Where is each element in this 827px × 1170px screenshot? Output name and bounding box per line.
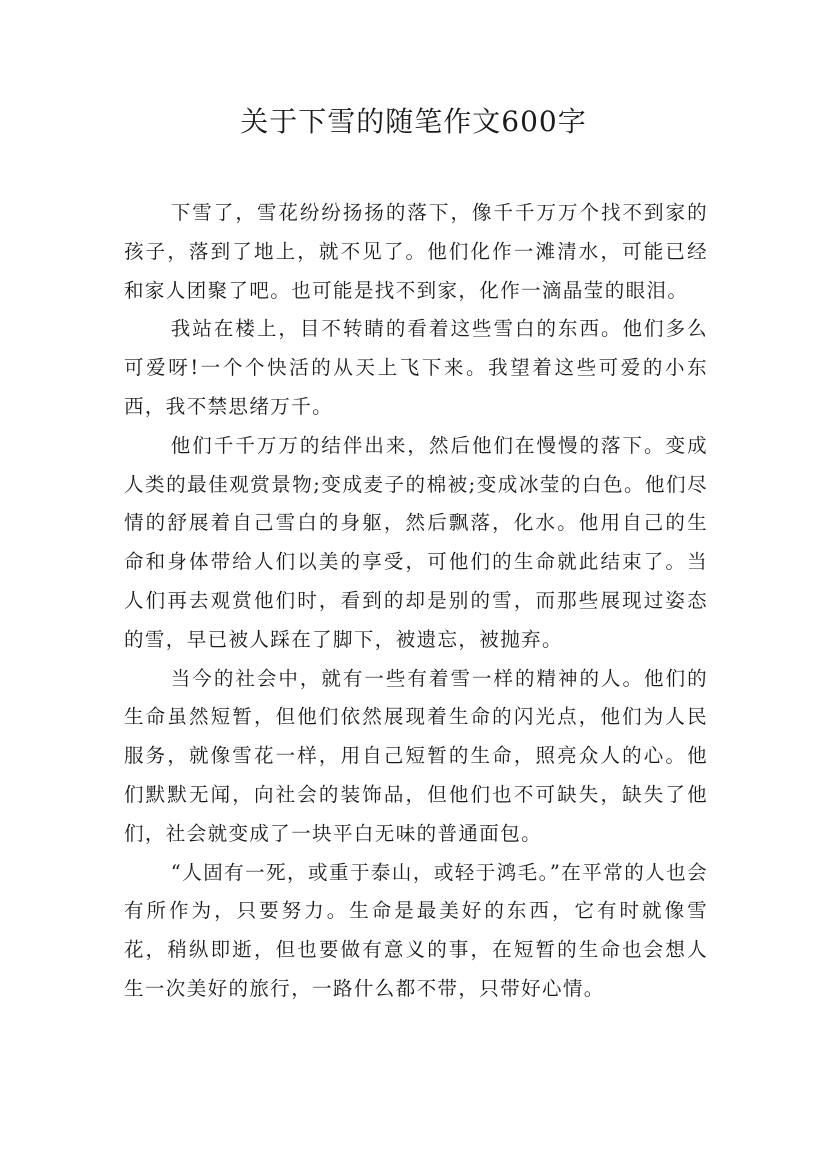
document-title: 关于下雪的随笔作文600字 <box>240 105 587 138</box>
paragraph-3: 他们千千万万的结伴出来，然后他们在慢慢的落下。变成人类的最佳观赏景物;变成麦子的棉被;变成冰莹的白色。他们尽情的舒展着自己雪白的身躯，然后飘落，化水。他用自己的生命和身体带给人们以美的享受，可他们的生命就此结束了。当人们再去观赏他们时，看到的却是别的雪，而那些展现过姿态的雪，早已被人踩在了脚下，被遗忘，被抛弃。 <box>124 433 708 651</box>
paragraph-2: 我站在楼上，目不转睛的看着这些雪白的东西。他们多么可爱呀!一个个快活的从天上飞下来。我望着这些可爱的小东西，我不禁思绪万千。 <box>124 317 708 418</box>
paragraph-5: “人固有一死，或重于泰山，或轻于鸿毛。”在平常的人也会有所作为，只要努力。生命是最美好的东西，它有时就像雪花，稍纵即逝，但也要做有意义的事，在短暂的生命也会想人生一次美好的旅行，一路什么都不带，只带好心情。 <box>124 860 708 1000</box>
paragraph-4: 当今的社会中，就有一些有着雪一样的精神的人。他们的生命虽然短暂，但他们依然展现着生命的闪光点，他们为人民服务，就像雪花一样，用自己短暂的生命，照亮众人的心。他们默默无闻，向社会的装饰品，但他们也不可缺失，缺失了他们，社会就变成了一块平白无味的普通面包。 <box>124 666 708 845</box>
paragraph-1: 下雪了，雪花纷纷扬扬的落下，像千千万万个找不到家的孩子，落到了地上，就不见了。他们化作一滩清水，可能已经和家人团聚了吧。也可能是找不到家，化作一滴晶莹的眼泪。 <box>124 201 708 302</box>
document-body <box>124 194 708 1009</box>
